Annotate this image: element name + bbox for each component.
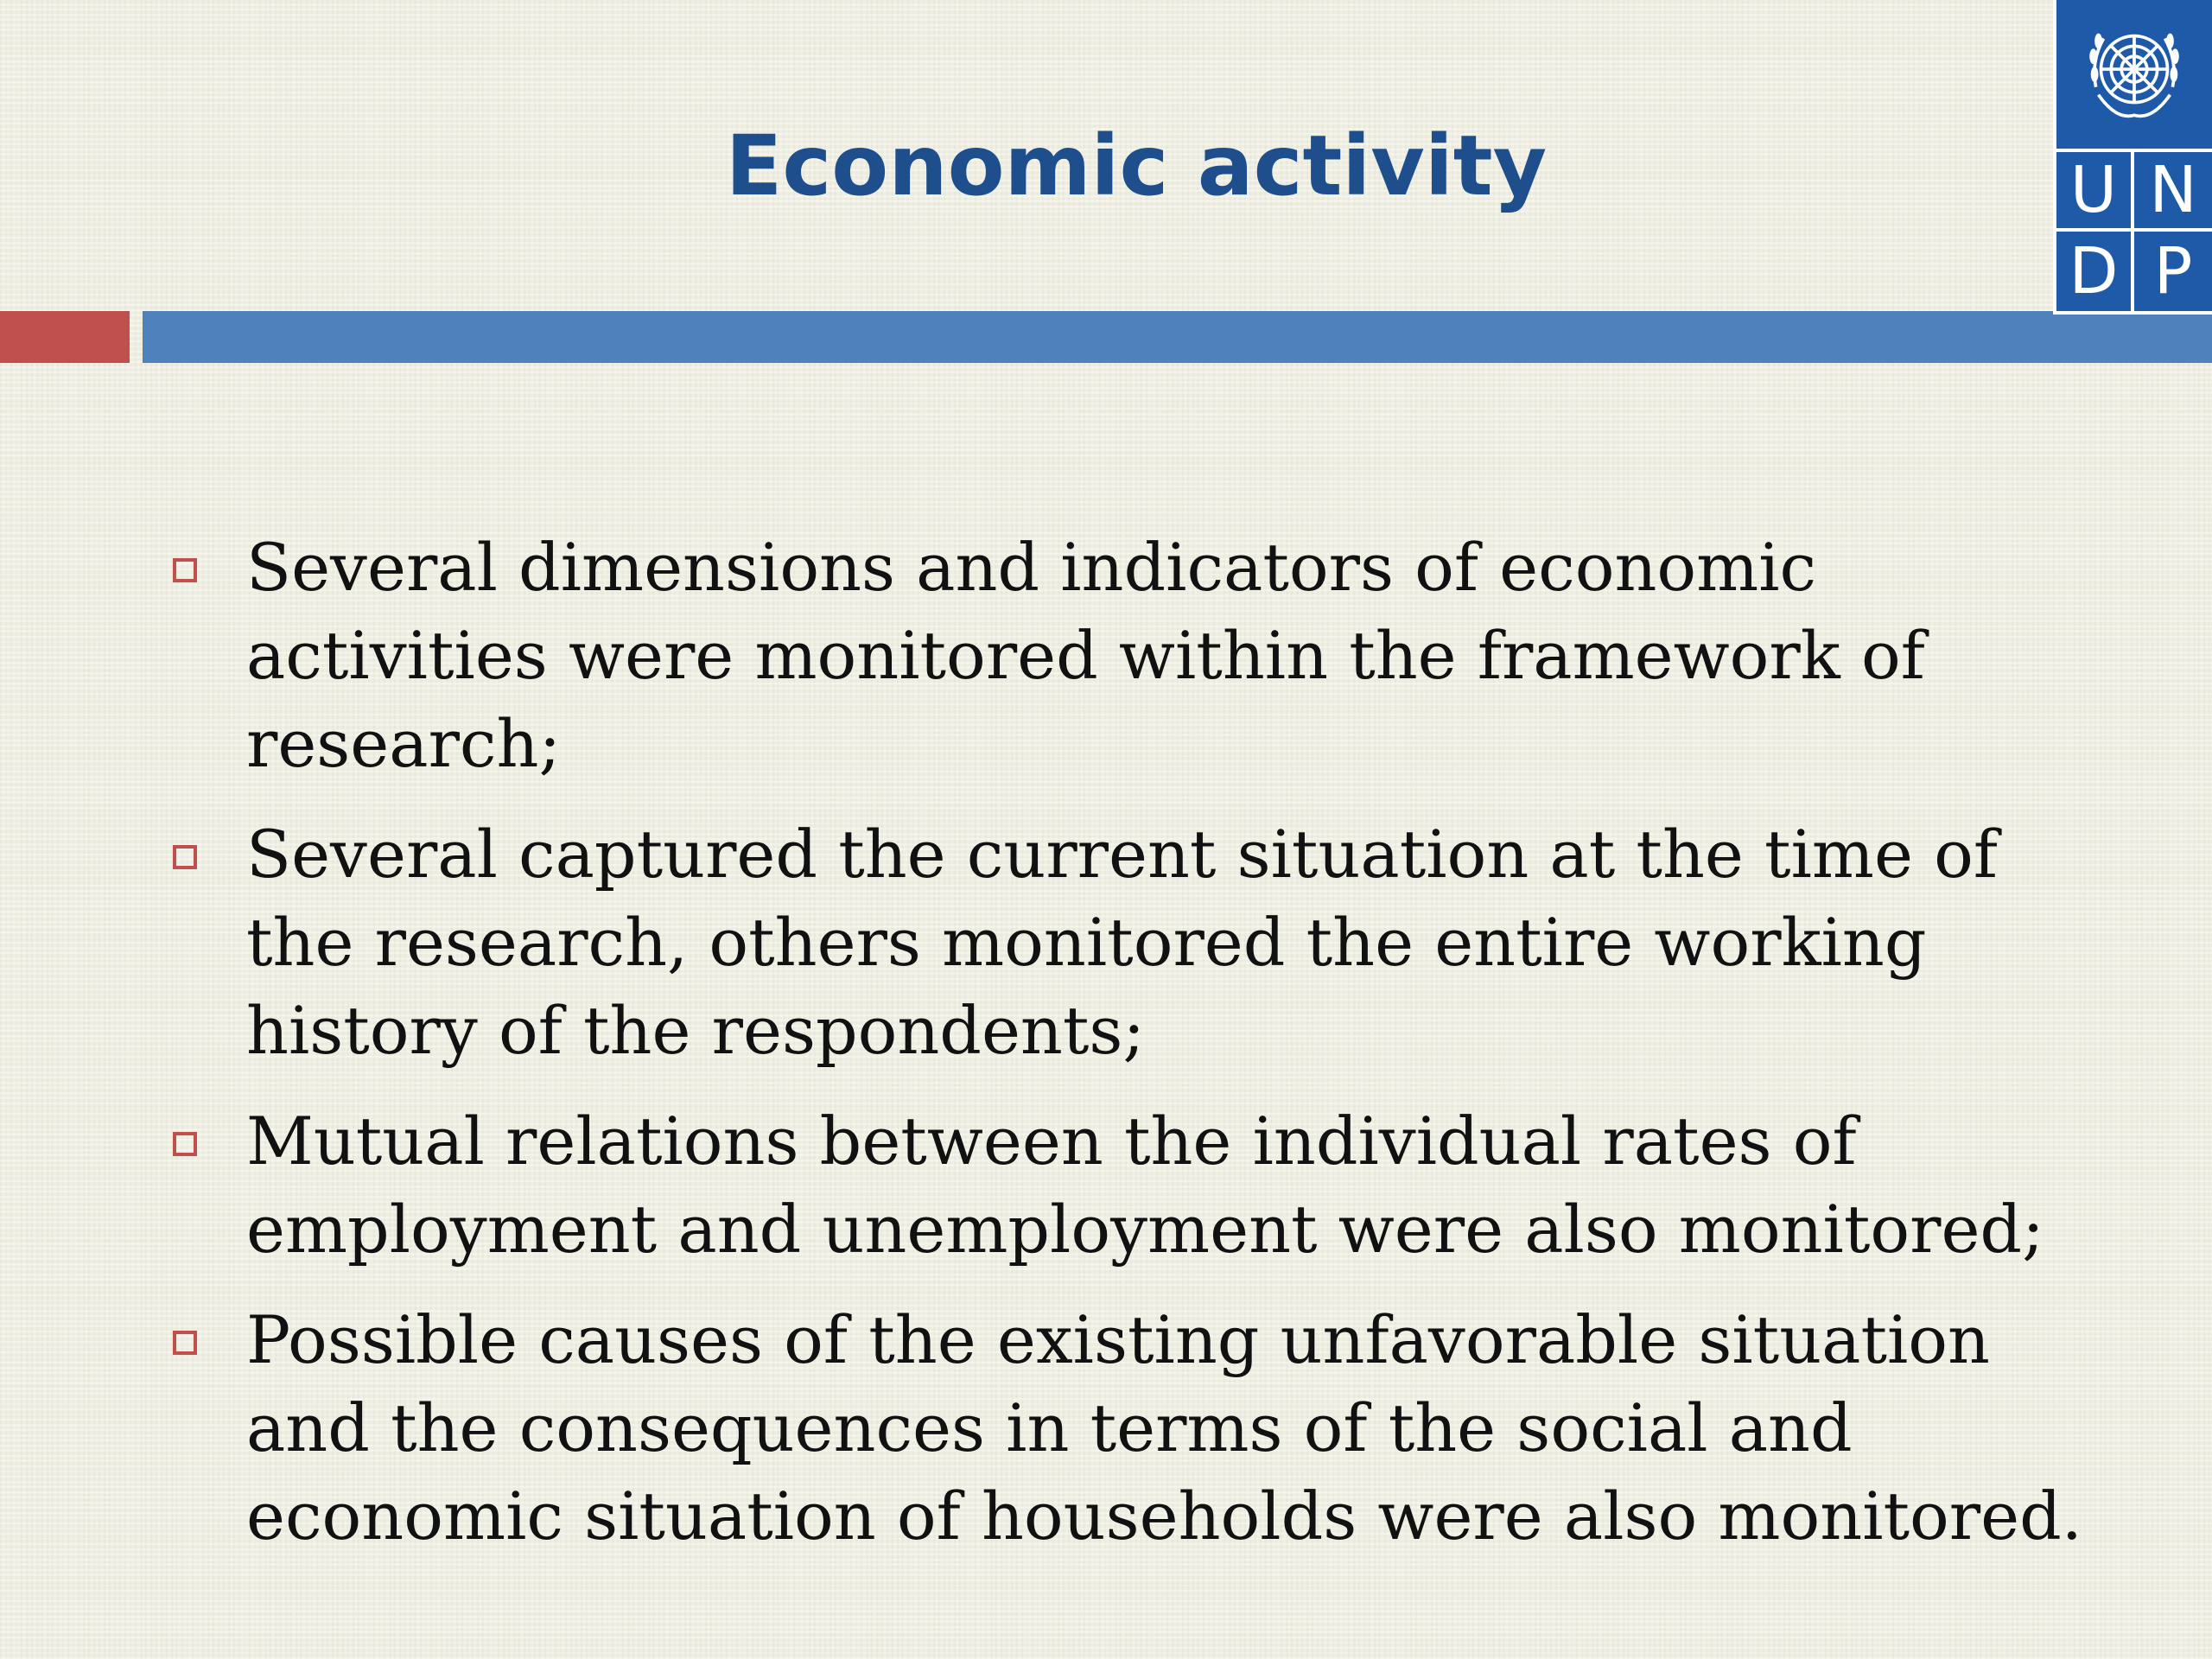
logo-letter-p: P [2153, 234, 2193, 308]
bullet-item [173, 810, 2126, 1075]
bullet-item [173, 524, 2126, 788]
undp-letter-grid [2056, 149, 2212, 311]
bullet-text: Possible causes of the existing unfavorable situation and the consequences in terms of the social and economic situation of households were also monitored. [246, 1301, 2082, 1554]
logo-letter-d: D [2056, 232, 2134, 311]
bullet-item [173, 1296, 2126, 1560]
header-accent-blue-bar [143, 311, 2212, 363]
bullet-item [173, 1097, 2126, 1274]
bullet-text: Several dimensions and indicators of economic activities were monitored within the framework of research; [246, 529, 1925, 782]
bullet-text: Mutual relations between the individual rates of employment and unemployment were also monitored; [246, 1103, 2044, 1268]
square-bullet-icon [173, 1331, 197, 1355]
bullet-text: Several captured the current situation at the time of the research, others monitored the entire working history of the respondents; [246, 816, 1998, 1069]
logo-letter-u: U [2056, 152, 2134, 232]
bullet-list [173, 524, 2126, 1583]
slide-title: Economic activity [725, 118, 1548, 214]
header-accent-red-bar [0, 311, 130, 363]
undp-logo [2053, 0, 2212, 315]
square-bullet-icon [173, 845, 197, 869]
square-bullet-icon [173, 1132, 197, 1156]
un-emblem-icon [2070, 10, 2198, 138]
square-bullet-icon [173, 558, 197, 582]
logo-letter-n: N [2134, 152, 2212, 232]
